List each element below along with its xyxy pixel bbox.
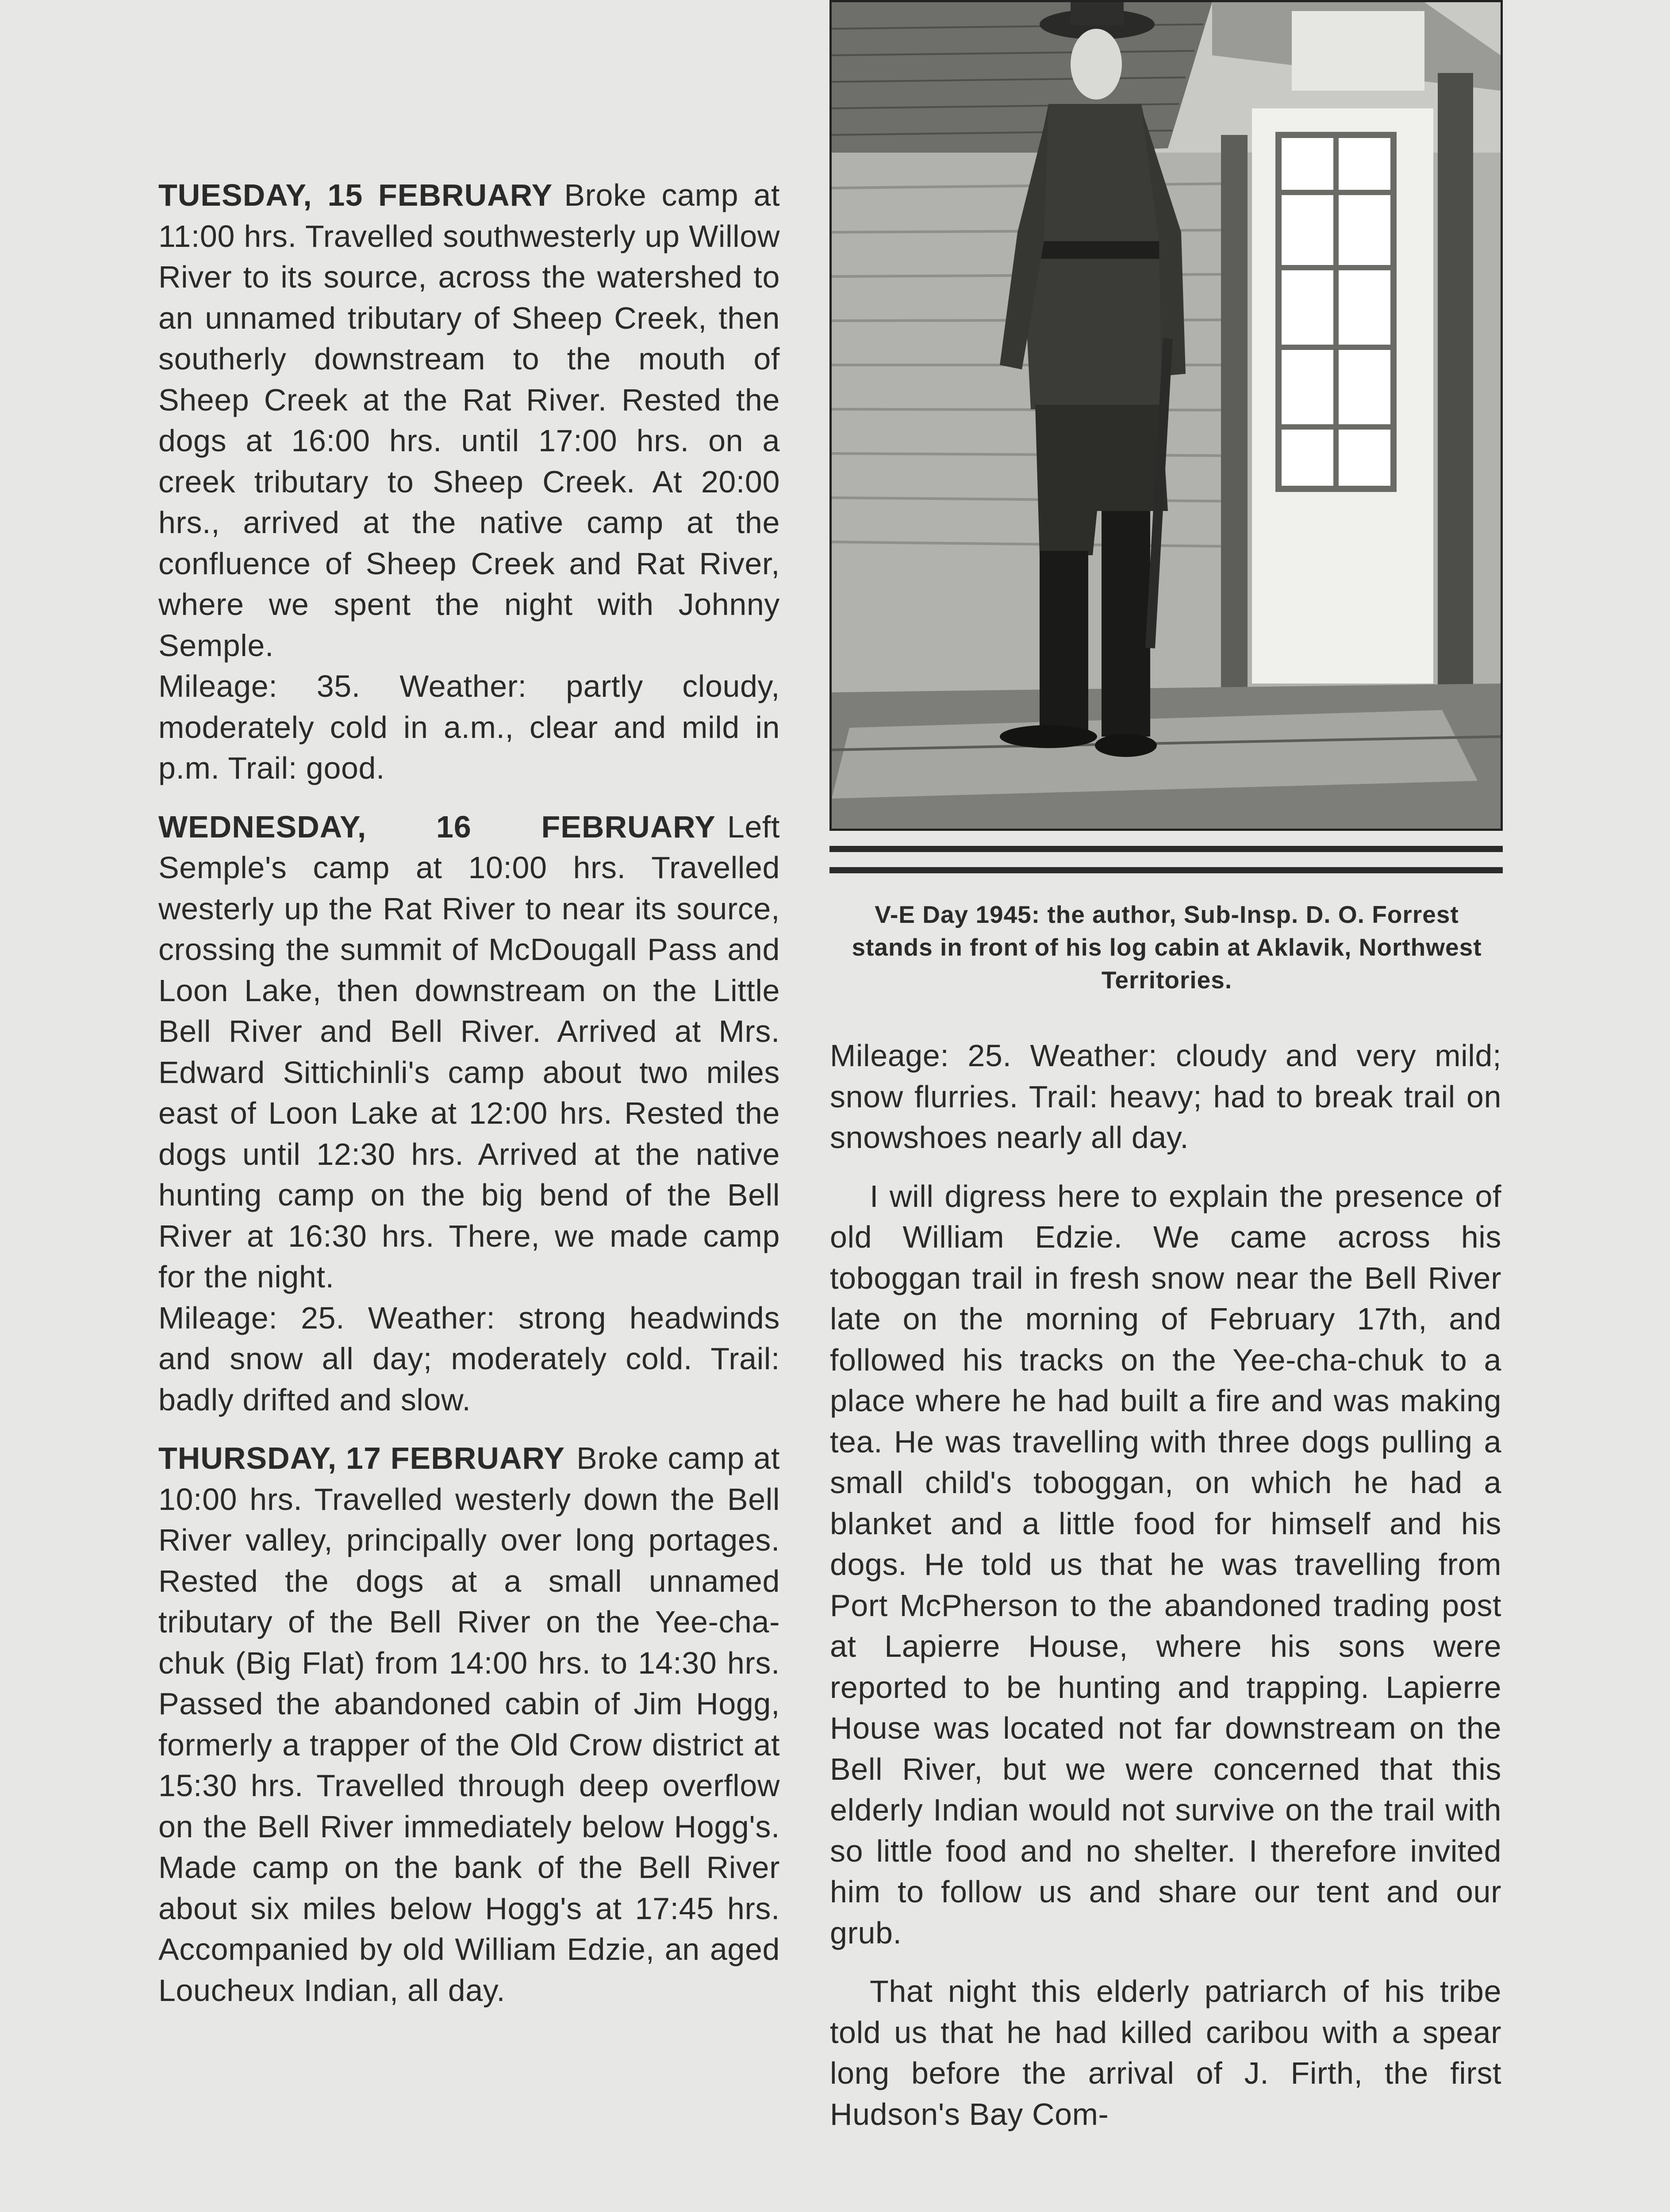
paragraph-that-night: That night this elderly patriarch of his tribe told us that he had killed caribou with a spear long before the arrival of J. Firth, the first Hudson's Bay Com- (830, 1974, 1501, 2131)
entry-day-heading: TUESDAY, 15 FEBRUARY (158, 178, 553, 212)
caption-bottom-rule (829, 867, 1503, 873)
entry-day-heading: WEDNESDAY, 16 FEBRUARY (158, 809, 716, 844)
entry-text: Broke camp at 10:00 hrs. Travelled westerly down the Bell River valley, principally over long portages. Rested the dogs at a small unnamed tributary of the Bell River on the Yee-cha-chuk (Big Flat) from 14:00 hrs. to 14:30 hrs. Passed the abandoned cabin of Jim Hogg, formerly a trapper of the Old Crow district at 15:30 hrs. Travelled through deep overflow on the Bell River immediately below Hogg's. Made camp on the bank of the Bell River about six miles below Hogg's at 17:45 hrs. Accompanied by old William Edzie, an aged Loucheux Indian, all day. (158, 1441, 780, 2008)
entry-text: Left Semple's camp at 10:00 hrs. Travelled westerly up the Rat River to near its source, crossing the summit of McDougall Pass and Loon Lake, then downstream on the Little Bell River and Bell River. Arrived at Mrs. Edward Sittichinli's camp about two miles east of Loon Lake at 12:00 hrs. Rested the dogs until 12:30 hrs. Arrived at the native hunting camp on the big bend of the Bell River at 16:30 hrs. There, we made camp for the night. (158, 809, 780, 1294)
journal-entry-tuesday (158, 175, 780, 789)
journal-entry-wednesday (158, 806, 780, 1421)
entry-text: Broke camp at 11:00 hrs. Travelled southwesterly up Willow River to its source, across the watershed to an unnamed tributary of Sheep Creek, then southerly downstream to the mouth of Sheep Creek at the Rat River. Rested the dogs at 16:00 hrs. until 17:00 hrs. on a creek tributary to Sheep Creek. At 20:00 hrs., arrived at the native camp at the confluence of Sheep Creek and Rat River, where we spent the night with Johnny Semple. (158, 178, 780, 663)
photo-caption: V-E Day 1945: the author, Sub-Insp. D. O. Forrest stands in front of his log cabin at Aklavik, Northwest Territories. (852, 901, 1482, 994)
left-column (158, 175, 780, 2028)
paragraph-mileage: Mileage: 25. Weather: cloudy and very mild; snow flurries. Trail: heavy; had to break trail on snowshoes nearly all day. (830, 1038, 1501, 1155)
entry-mileage: Mileage: 25. Weather: strong headwinds and snow all day; moderately cold. Trail: badly drifted and slow. (158, 1300, 780, 1417)
entry-day-heading: THURSDAY, 17 FEBRUARY (158, 1441, 565, 1475)
right-column (830, 1035, 1501, 2152)
journal-entry-thursday (158, 1438, 780, 2011)
caption-top-rule (829, 846, 1503, 852)
paragraph-digression: I will digress here to explain the presence of old William Edzie. We came across his toboggan trail in fresh snow near the Bell River late on the morning of February 17th, and followed his tracks on the Yee-cha-chuk to a place where he had built a fire and was making tea. He was travelling with three dogs pulling a small child's toboggan, on which he had a blanket and a little food for himself and his dogs. He told us that he was travelling from Port McPherson to the abandoned trading post at Lapierre House, where his sons were reported to be hunting and trapping. Lapierre House was located not far downstream on the Bell River, but we were concerned that this elderly Indian would not survive on the trail with so little food and no shelter. I therefore invited him to follow us and share our tent and our grub. (830, 1179, 1501, 1950)
photo-image (832, 2, 1501, 829)
entry-mileage: Mileage: 35. Weather: partly cloudy, moderately cold in a.m., clear and mild in p.m. Trail: good. (158, 669, 780, 785)
photo (829, 0, 1503, 831)
